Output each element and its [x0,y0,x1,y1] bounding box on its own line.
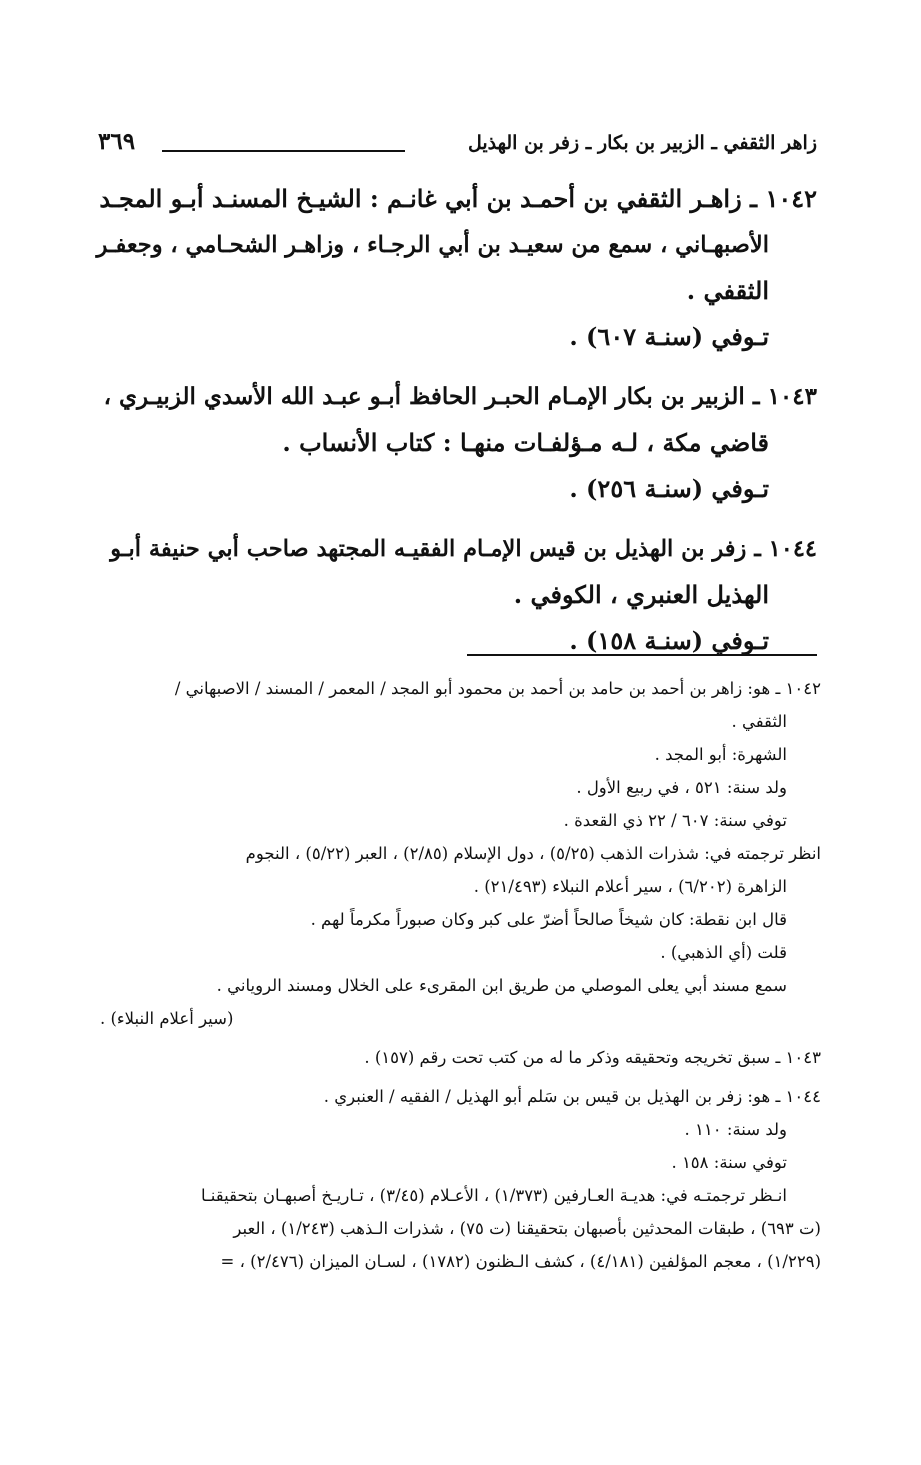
header-title: زاهر الثقفي ـ الزبير بن بكار ـ زفر بن الهذيل [467,132,817,154]
footnote-line: انـظر ترجمتـه في: هديـة العـارفين (١/٣٧٣) ، الأعـلام (٣/٤٥) ، تـاريـخ أصبهـان بتحقيقنـا [200,1186,787,1205]
footnote-line: انظر ترجمته في: شذرات الذهب (٥/٢٥) ، دول الإسلام (٢/٨٥) ، العبر (٥/٢٢) ، النجوم [245,844,821,863]
entry-line: قاضي مكة ، لـه مـؤلفـات منهـا : كتاب الأنساب . [282,428,769,457]
entry-line: ١٠٤٣ ـ الزبير بن بكار الإمـام الحبـر الحافظ أبـو عبـد الله الأسدي الزبيـري ، [103,383,817,410]
footnote-line: قلت (أي الذهبي) . [660,943,787,962]
footnote-line: توفي سنة: ٦٠٧ / ٢٢ ذي القعدة . [563,811,787,830]
footnote-1043 [100,1041,821,1074]
footnote-line: سمع مسند أبي يعلى الموصلي من طريق ابن المقرىء على الخلال ومسند الروياني . [216,976,787,995]
footnote-line: الشهرة: أبو المجد . [654,745,787,764]
footnote-line: ولد سنة: ٥٢١ ، في ربيع الأول . [576,778,787,797]
footnote-citation: (سير أعلام النبلاء) . [100,1009,234,1028]
footnote-1042 [100,672,821,1035]
footnote-line: ولد سنة: ١١٠ . [684,1120,787,1139]
running-header [98,128,817,168]
footnote-line: ١٠٤٣ ـ سبق تخريجه وتحقيقه وذكر ما له من كتب تحت رقم (١٥٧) . [364,1048,821,1067]
entry-death-year: تـوفي (سنـة ٢٥٦) . [569,474,769,503]
entry-1044 [98,526,817,664]
entry-line: الأصبهـاني ، سمع من سعيـد بن أبي الرجـاء ، وزاهـر الشحـامي ، وجعفـر [96,232,769,258]
footnote-line: توفي سنة: ١٥٨ . [671,1153,787,1172]
entry-death-year: تـوفي (سنـة ١٥٨) . [569,626,769,655]
entries [98,176,817,678]
entry-line: ١٠٤٤ ـ زفر بن الهذيل بن قيس الإمـام الفقيـه المجتهد صاحب أبي حنيفة أبـو [110,536,817,562]
entry-1042 [98,176,817,360]
footnotes [100,672,821,1284]
footnote-line: (ت ٦٩٣) ، طبقات المحدثين بأصبهان بتحقيقنا (ت ٧٥) ، شذرات الـذهب (١/٢٤٣) ، العبر [233,1219,821,1238]
footnote-line: ١٠٤٤ ـ هو: زفر بن الهذيل بن قيس بن سَلم أبو الهذيل / الفقيه / العنبري . [323,1087,821,1106]
entry-1043 [98,374,817,512]
footnote-line: الثقفي . [731,712,787,731]
entry-line: الهذيل العنبري ، الكوفي . [513,580,769,609]
entry-death-year: تـوفي (سنـة ٦٠٧) . [569,322,769,351]
footnote-line: ١٠٤٢ ـ هو: زاهر بن أحمد بن حامد بن أحمد بن محمود أبو المجد / المعمر / المسند / الاصبهاني / [174,679,821,698]
page-number: ٣٦٩ [98,128,136,155]
entry-line: الثقفي . [686,276,769,305]
header-rule [162,150,405,152]
footnote-1044 [100,1080,821,1278]
entry-line: ١٠٤٢ ـ زاهـر الثقفي بن أحمـد بن أبي غانـم : الشيـخ المسنـد أبـو المجـد [99,184,817,213]
footnote-line: (١/٢٢٩) ، معجم المؤلفين (٤/١٨١) ، كشف الـظنون (١٧٨٢) ، لسـان الميزان (٢/٤٧٦) ، = [220,1252,821,1271]
footnote-line: قال ابن نقطة: كان شيخاً صالحاً أضرّ على كبر وكان صبوراً مكرماً لهم . [310,910,787,929]
footnote-rule [467,654,817,656]
footnote-line: الزاهرة (٦/٢٠٢) ، سير أعلام النبلاء (٢١/٤٩٣) . [473,877,787,896]
